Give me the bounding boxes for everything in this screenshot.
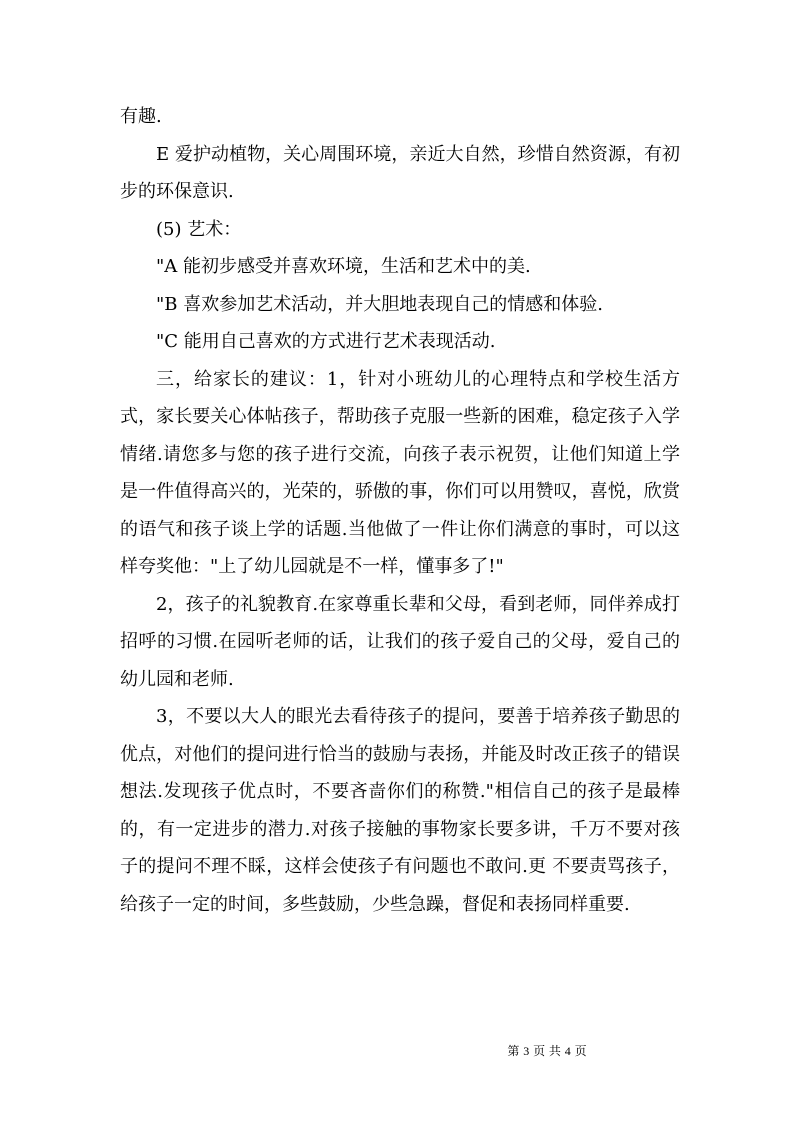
footer-suffix: 页 xyxy=(574,1044,587,1058)
document-body xyxy=(120,98,680,923)
paragraph-5: "C 能用自己喜欢的方式进行艺术表现活动. xyxy=(156,331,496,352)
footer-middle: 页 共 xyxy=(533,1044,561,1058)
paragraph-8: 3，不要以大人的眼光去看待孩子的提问，要善于培养孩子勤思的优点，对他们的提问进行恰当的鼓励与表扬，并能及时改正孩子的错误想法.发现孩子优点时，不要吝啬你们的称赞."相信自己的孩子是最棒的，有一定进步的潜力.对孩子接触的事物家长要多讲，千万不要对孩子的提问不理不睬，这样会使孩子有问题也不敢问.更 不要责骂孩子，给孩子一定的时间，多些鼓励，少些急躁，督促和表扬同样重要. xyxy=(120,706,680,915)
page-footer xyxy=(0,1043,794,1059)
paragraph-2: (5) 艺术： xyxy=(156,218,242,240)
footer-page-number: 3 xyxy=(523,1044,530,1058)
paragraph-6: 三，给家长的建议：1，针对小班幼儿的心理特点和学校生活方式，家长要关心体帖孩子，帮助孩子克服一些新的困难，稳定孩子入学情绪.请您多与您的孩子进行交流，向孩子表示祝贺，让他们知道上学是一件值得高兴的，光荣的，骄傲的事，你们可以用赞叹，喜悦，欣赏的语气和孩子谈上学的话题.当他做了一件让你们满意的事时，可以这样夸奖他："上了幼儿园就是不一样，懂事多了!" xyxy=(120,368,680,577)
paragraph-3: "A 能初步感受并喜欢环境，生活和艺术中的美. xyxy=(156,256,531,277)
footer-prefix: 第 xyxy=(507,1044,520,1058)
paragraph-7: 2，孩子的礼貌教育.在家尊重长辈和父母，看到老师，同伴养成打招呼的习惯.在园听老师的话，让我们的孩子爱自己的父母，爱自己的幼儿园和老师. xyxy=(120,593,680,690)
paragraph-1: E 爱护动植物，关心周围环境，亲近大自然，珍惜自然资源，有初步的环保意识. xyxy=(120,143,680,202)
paragraph-0: 有趣. xyxy=(120,106,162,127)
paragraph-4: "B 喜欢参加艺术活动，并大胆地表现自己的情感和体验. xyxy=(156,293,603,315)
footer-total-pages: 4 xyxy=(564,1044,571,1058)
